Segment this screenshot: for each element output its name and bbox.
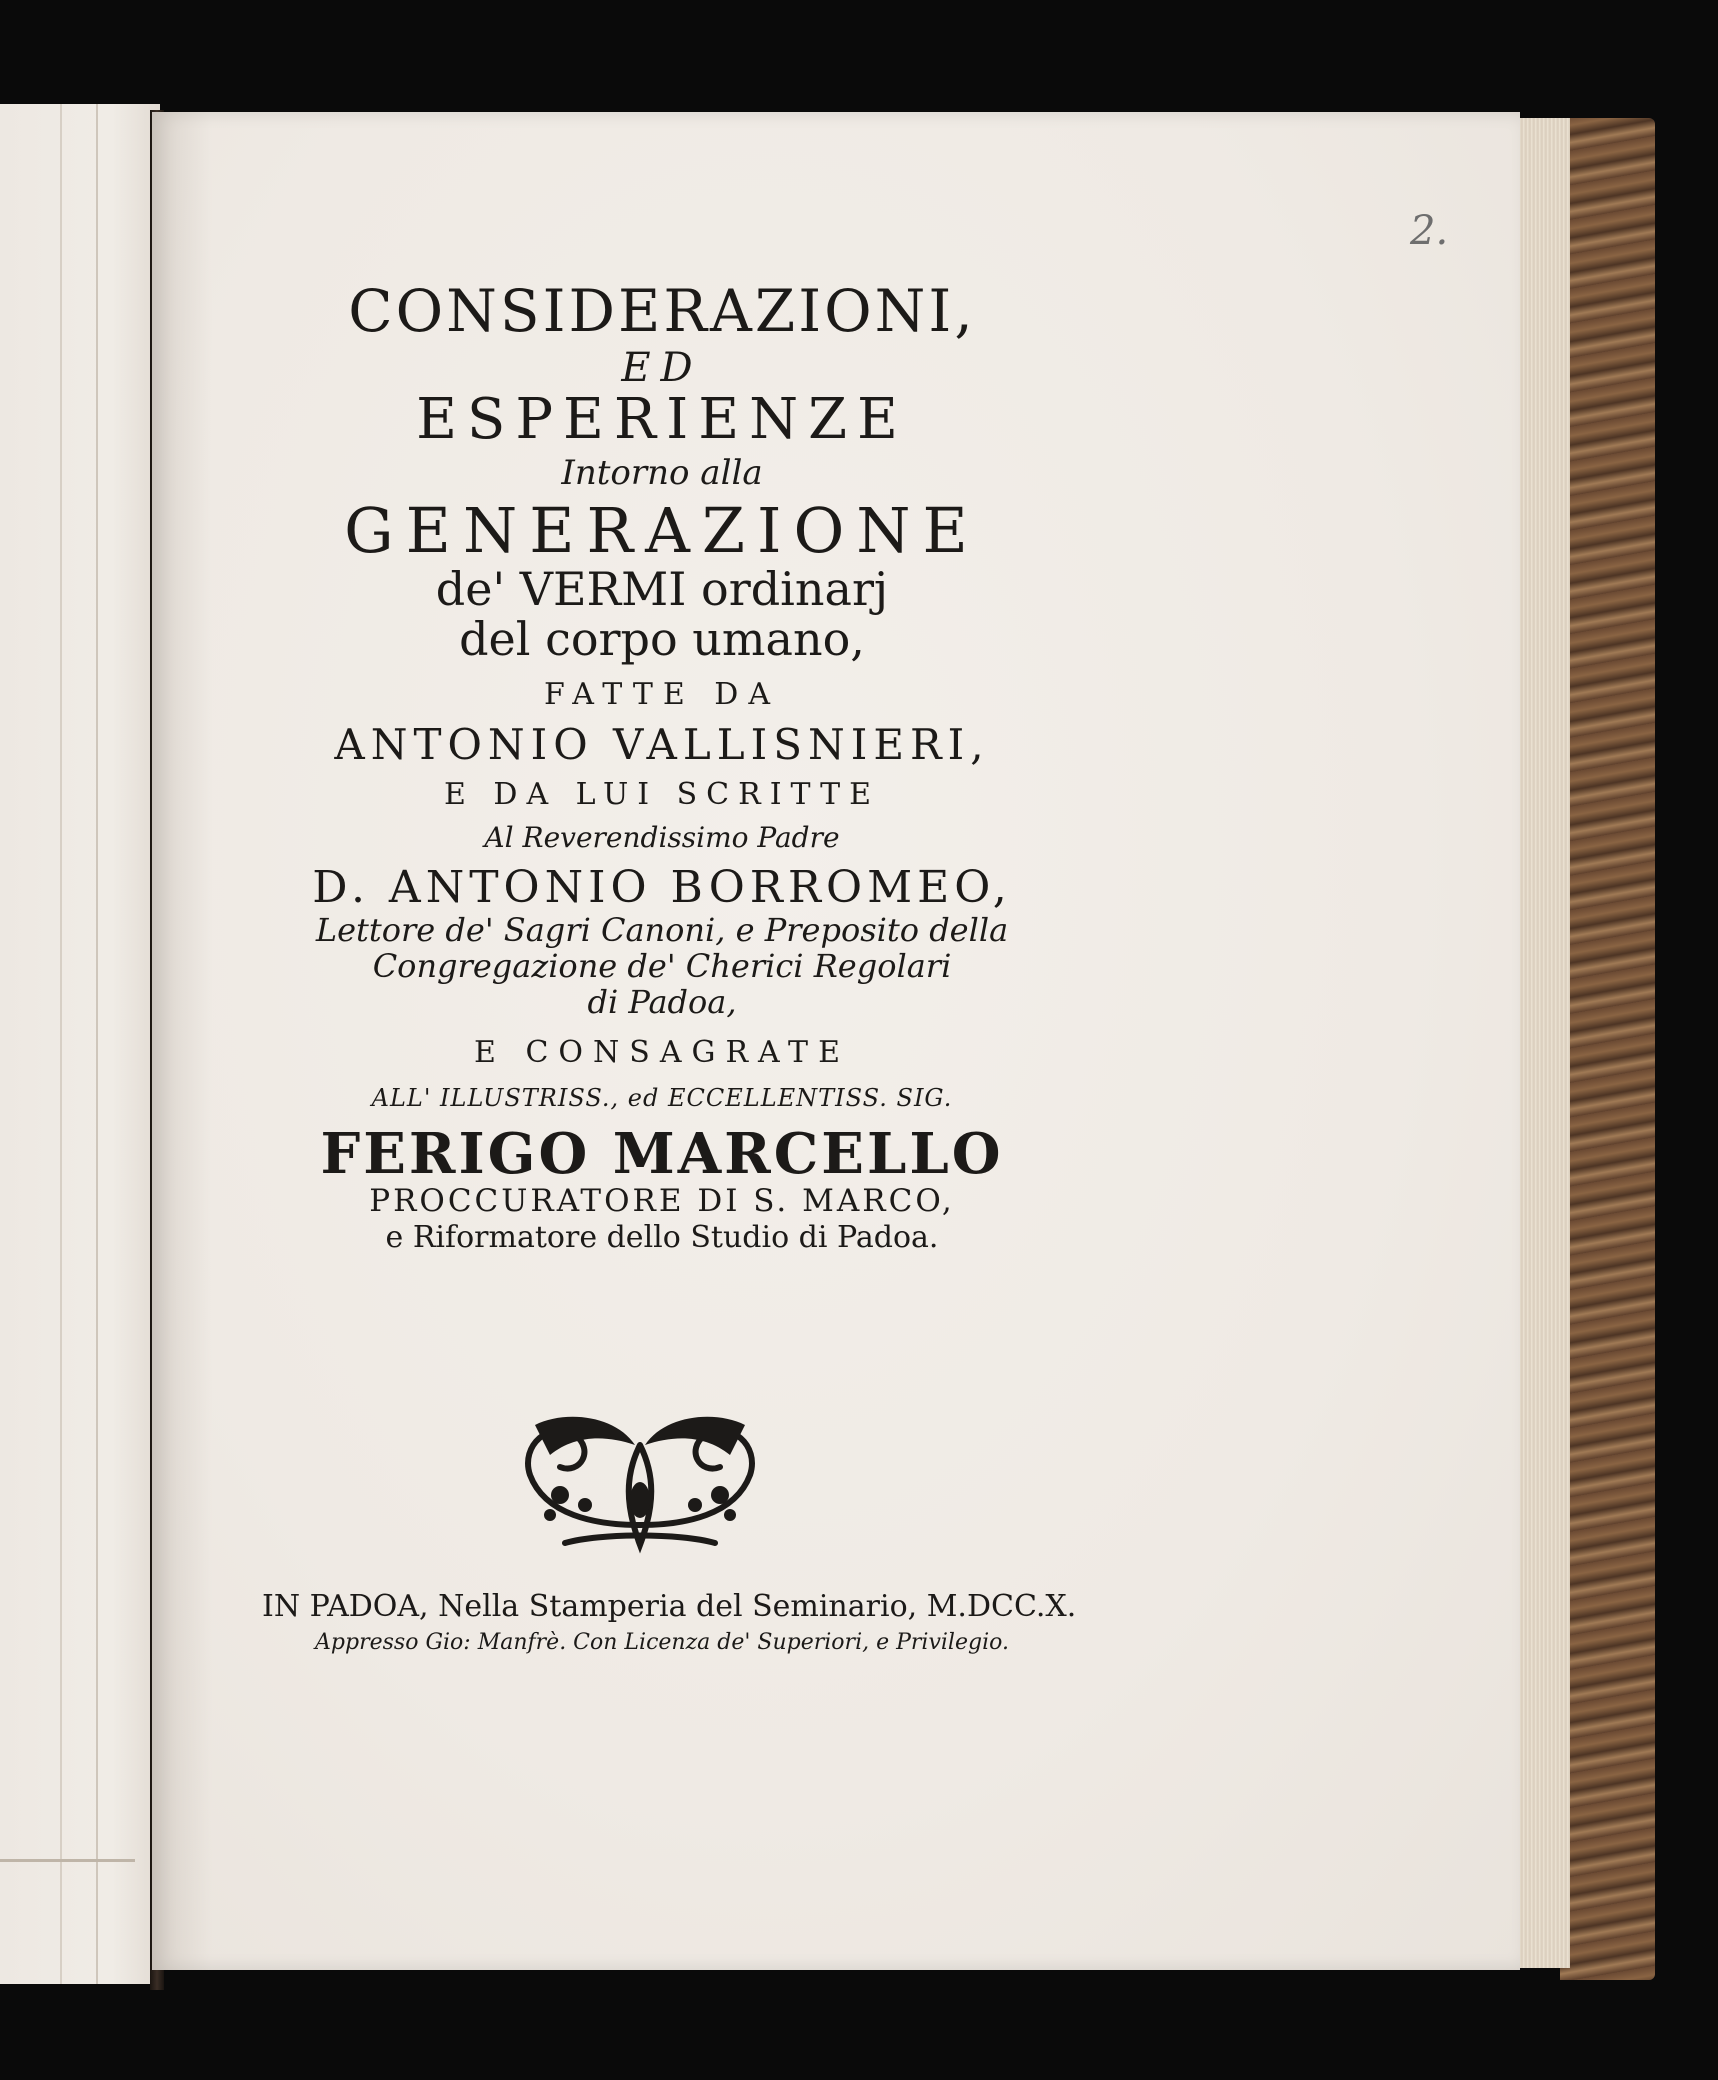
imprint xyxy=(262,1589,1077,1655)
title-line-6: de' VERMI ordinarj xyxy=(435,562,889,616)
cover-board xyxy=(1560,118,1655,1980)
title-line-1: CONSIDERAZIONI, xyxy=(348,277,976,345)
title-line-5: GENERAZIONE xyxy=(344,494,980,567)
printers-fleuron-icon xyxy=(505,1405,775,1555)
title-line-3: ESPERIENZE xyxy=(416,387,908,452)
author-name: ANTONIO VALLISNIERI, xyxy=(334,720,990,769)
title-line-20: e Riformatore dello Studio di Padoa. xyxy=(385,1220,939,1255)
addressee-name: D. ANTONIO BORROMEO, xyxy=(312,862,1012,913)
imprint-line-2: Appresso Gio: Manfrè. Con Licenza de' Superiori, e Privilegio. xyxy=(315,1630,1009,1655)
title-line-11: Al Reverendissimo Padre xyxy=(484,821,840,854)
title-line-19: PROCCURATORE DI S. MARCO, xyxy=(369,1183,955,1219)
folio-number: 2. xyxy=(1410,208,1449,254)
title-line-8: FATTE DA xyxy=(544,677,780,712)
dedicatee-name: FERIGO MARCELLO xyxy=(320,1121,1004,1187)
title-line-13: Lettore de' Sagri Canoni, e Preposito della xyxy=(315,911,1009,949)
title-block xyxy=(262,277,1062,1255)
title-line-14: Congregazione de' Cherici Regolari xyxy=(372,947,952,985)
title-line-17: ALL' ILLUSTRISS., ed ECCELLENTISS. SIG. xyxy=(371,1084,953,1112)
title-line-2: ED xyxy=(621,345,703,391)
left-flyleaf xyxy=(0,104,160,1984)
title-line-15: di Padoa, xyxy=(587,983,737,1021)
title-line-7: del corpo umano, xyxy=(459,612,865,666)
title-line-4: Intorno alla xyxy=(561,453,763,493)
title-line-16: E CONSAGRATE xyxy=(474,1035,850,1070)
title-line-10: E DA LUI SCRITTE xyxy=(443,777,881,812)
imprint-line-1: IN PADOA, Nella Stamperia del Seminario, M.DCC.X. xyxy=(262,1589,1077,1624)
